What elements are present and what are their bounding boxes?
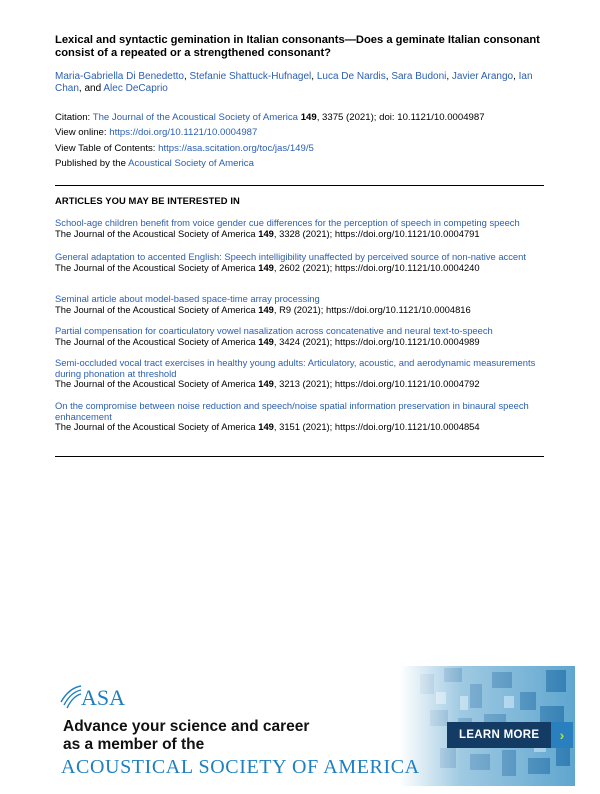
related-article-title[interactable]: Seminal article about model-based space-time array processing (55, 293, 320, 304)
author-list: Maria-Gabriella Di Benedetto, Stefanie Shattuck-Hufnagel, Luca De Nardis, Sara Budoni, Javier Arango, Ian Chan, and Alec DeCaprio (55, 71, 533, 94)
author-link[interactable]: Stefanie Shattuck-Hufnagel (189, 71, 312, 82)
and-text: and (84, 82, 102, 94)
related-article-title[interactable]: Semi-occluded vocal tract exercises in healthy young adults: Articulatory, acoustic, and aerodynamic measurements during phonation at threshold (55, 357, 536, 379)
doi-link[interactable]: https://doi.org/10.1121/10.0004987 (109, 127, 258, 138)
related-article-ref: The Journal of the Acoustical Society of America 149, 3151 (2021); https://doi.org/10.1121/10.0004854 (55, 421, 480, 432)
related-article-title[interactable]: General adaptation to accented English: Speech intelligibility unaffected by perceived source of non-native accent (55, 251, 526, 262)
publisher-line (55, 158, 545, 170)
related-article (55, 294, 545, 315)
related-article-ref: The Journal of the Acoustical Society of America 149, 3328 (2021); https://doi.org/10.1121/10.0004791 (55, 227, 480, 239)
ad-society-name: ACOUSTICAL SOCIETY OF AMERICA (61, 756, 420, 778)
author-link[interactable]: Alec DeCaprio (103, 82, 168, 94)
related-article-ref: The Journal of the Acoustical Society of America 149, R9 (2021); https://doi.org/10.1121/10.0004816 (55, 303, 471, 315)
publisher-label: Published by the (55, 158, 126, 169)
journal-link[interactable]: The Journal of the Acoustical Society of America (92, 112, 299, 123)
author-link[interactable]: Maria-Gabriella Di Benedetto (55, 71, 184, 82)
asa-logo-icon (59, 680, 129, 712)
view-online-line (55, 127, 545, 139)
learn-more-label: LEARN MORE (459, 729, 540, 741)
citation-label: Citation: (55, 112, 91, 123)
citation-line (55, 112, 545, 124)
related-article-ref: The Journal of the Acoustical Society of America 149, 3424 (2021); https://doi.org/10.1121/10.0004989 (55, 335, 480, 347)
asa-logo-text: ASA (81, 685, 126, 710)
publisher-link[interactable]: Acoustical Society of America (128, 158, 254, 169)
related-article-title[interactable]: School-age children benefit from voice gender cue differences for the perception of speech in competing speech (55, 217, 520, 228)
toc-line (55, 143, 545, 155)
divider (55, 456, 544, 457)
related-article-ref: The Journal of the Acoustical Society of America 149, 3213 (2021); https://doi.org/10.1121/10.0004792 (55, 378, 480, 389)
related-article-ref: The Journal of the Acoustical Society of America 149, 2602 (2021); https://doi.org/10.1121/10.0004240 (55, 261, 480, 273)
view-online-label: View online: (55, 127, 107, 138)
related-article-title[interactable]: Partial compensation for coarticulatory vowel nasalization across concatenative and neural text-to-speech (55, 325, 493, 336)
citation-details: , 3375 (2021); doi: 10.1121/10.0004987 (316, 112, 485, 123)
related-heading: ARTICLES YOU MAY BE INTERESTED IN (55, 195, 240, 206)
asa-membership-ad[interactable] (45, 666, 575, 786)
related-article (55, 218, 545, 239)
article-title: Lexical and syntactic gemination in Italian consonants—Does a geminate Italian consonant consist of a repeated or a strengthened consonant? (55, 34, 540, 59)
toc-label: View Table of Contents: (55, 143, 156, 154)
divider (55, 185, 544, 186)
chevron-right-icon: › (551, 722, 573, 748)
related-article (55, 401, 545, 433)
related-article (55, 326, 545, 347)
related-article (55, 252, 545, 273)
author-link[interactable]: Ian Chan (55, 71, 533, 94)
author-link[interactable]: Sara Budoni (391, 71, 447, 82)
volume: 149 (300, 112, 317, 123)
toc-link[interactable]: https://asa.scitation.org/toc/jas/149/5 (158, 143, 314, 154)
author-link[interactable]: Luca De Nardis (316, 71, 386, 82)
learn-more-button[interactable] (447, 722, 573, 748)
author-link[interactable]: Javier Arango (451, 71, 514, 82)
related-article (55, 358, 545, 390)
related-article-title[interactable]: On the compromise between noise reduction and speech/noise spatial information preservation in binaural speech enhancement (55, 400, 529, 422)
ad-headline: Advance your science and career as a member of the (63, 718, 310, 753)
